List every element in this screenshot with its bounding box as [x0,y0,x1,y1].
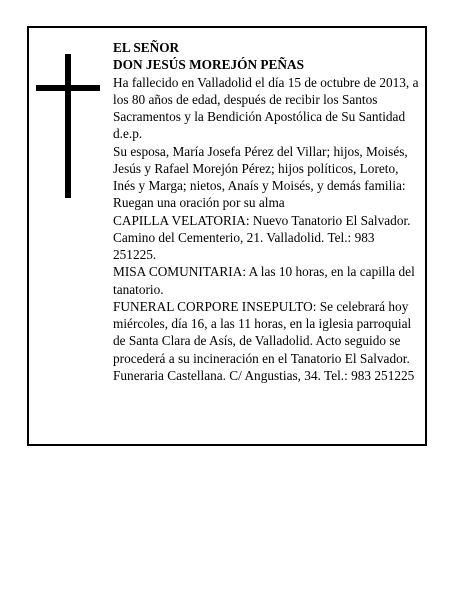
chapel-info: CAPILLA VELATORIA: Nuevo Tanatorio El Salvador. Camino del Cementerio, 21. Valladolid. Tel.: 983 251225. [113,212,411,262]
prayer-request: Ruegan una oración por su alma [113,195,285,211]
cross-icon [36,54,100,198]
cross-horizontal-bar [36,85,100,91]
funeral-info: FUNERAL CORPORE INSEPULTO: Se celebrará hoy miércoles, día 16, a las 11 horas, en la iglesia parroquial de Santa Clara de Asís, de Valladolid. Acto seguido se procederá a su incineración en el Tanatorio El Salvador. [113,298,412,366]
family-list: Su esposa, María Josefa Pérez del Villar; hijos, Moisés, Jesús y Rafael Morejón Pérez; hijos políticos, Loreto, Inés y Marga; nietos, Anaís y Moisés, y demás familia: [113,143,408,193]
obituary-text [113,39,421,384]
deceased-name: DON JESÚS MOREJÓN PEÑAS [113,57,304,73]
mass-info: MISA COMUNITARIA: A las 10 horas, en la capilla del tanatorio. [113,264,415,297]
heading-title: EL SEÑOR [113,40,180,55]
rip-text: d.e.p. [113,126,143,142]
death-announcement: Ha fallecido en Valladolid el día 15 de octubre de 2013, a los 80 años de edad, después de recibir los Santos Sacramentos y la Bendición Apostólica de Su Santidad [113,74,419,124]
funeral-home-info: Funeraria Castellana. C/ Angustias, 34. Tel.: 983 251225 [113,367,415,383]
cross-vertical-bar [65,54,71,198]
